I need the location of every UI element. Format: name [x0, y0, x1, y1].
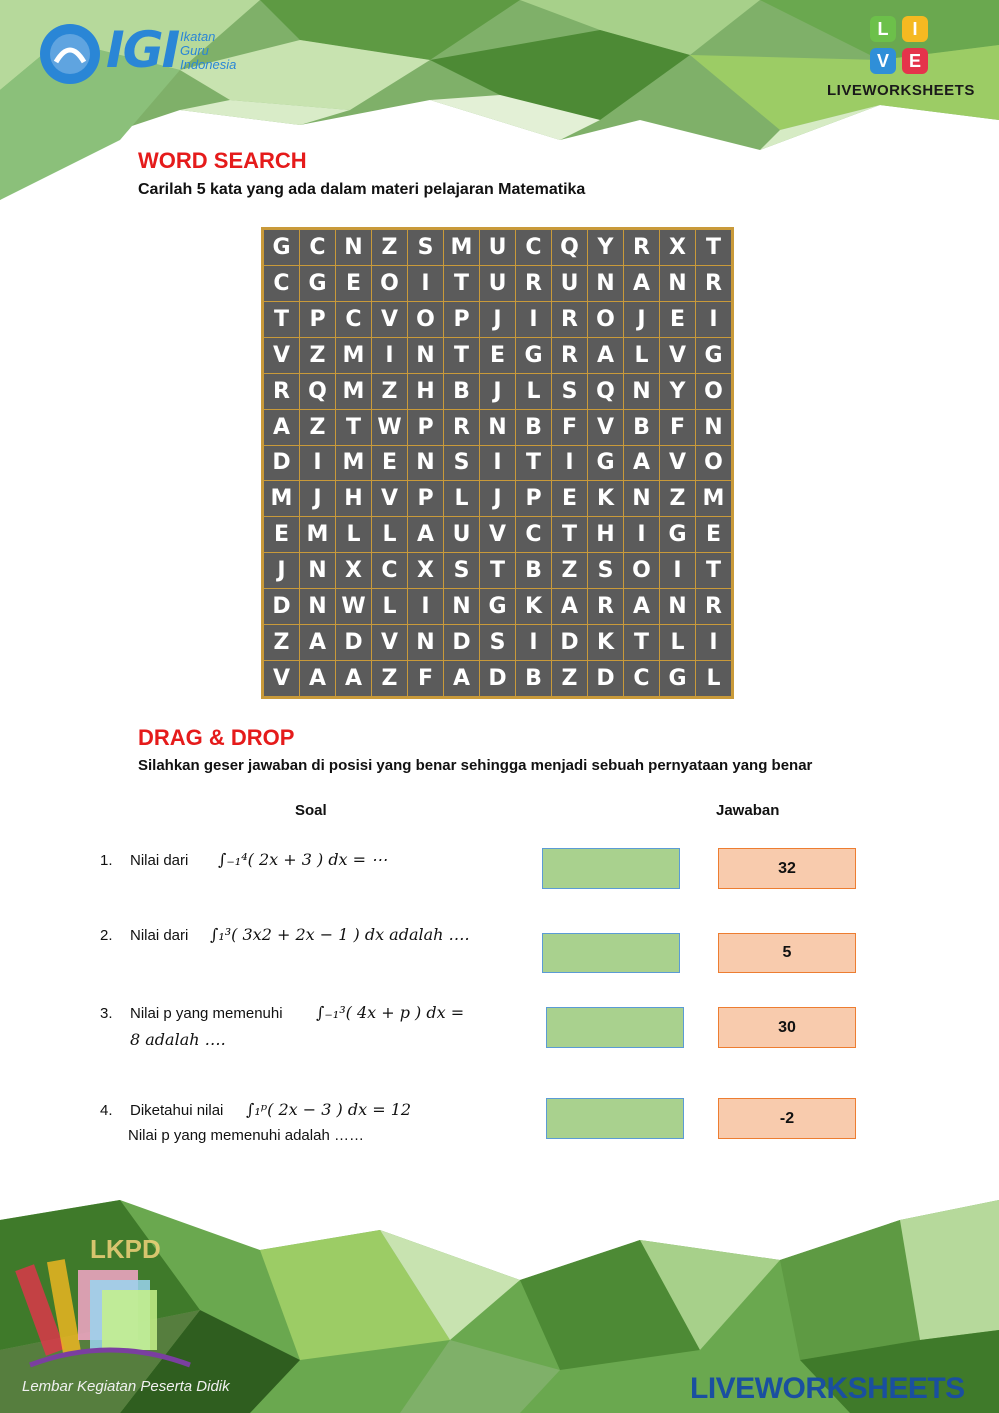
question-formula: ∫₁³( 3x2 + 2x − 1 ) dx adalah …. — [210, 925, 470, 944]
letter-cell[interactable]: X — [408, 553, 443, 588]
letter-cell[interactable]: V — [372, 625, 407, 660]
letter-cell[interactable]: R — [624, 230, 659, 265]
letter-cell[interactable]: I — [516, 625, 551, 660]
letter-cell[interactable]: N — [300, 589, 335, 624]
letter-cell[interactable]: A — [444, 661, 479, 696]
letter-cell[interactable]: A — [408, 517, 443, 552]
letter-cell[interactable]: M — [336, 338, 371, 373]
letter-cell[interactable]: M — [300, 517, 335, 552]
letter-cell[interactable]: D — [480, 661, 515, 696]
letter-cell[interactable]: N — [444, 589, 479, 624]
letter-cell[interactable]: G — [516, 338, 551, 373]
letter-cell[interactable]: S — [552, 374, 587, 409]
letter-cell[interactable]: P — [516, 481, 551, 516]
letter-cell[interactable]: H — [408, 374, 443, 409]
letter-cell[interactable]: R — [588, 589, 623, 624]
letter-cell[interactable]: E — [552, 481, 587, 516]
letter-cell[interactable]: K — [516, 589, 551, 624]
igi-name-line: Guru — [180, 43, 209, 58]
letter-cell[interactable]: M — [444, 230, 479, 265]
letter-cell[interactable]: L — [516, 374, 551, 409]
letter-cell[interactable]: V — [372, 481, 407, 516]
question-text: Diketahui nilai — [130, 1102, 224, 1119]
letter-cell[interactable]: L — [624, 338, 659, 373]
letter-cell[interactable]: O — [408, 302, 443, 337]
letter-cell[interactable]: T — [516, 446, 551, 481]
letter-cell[interactable]: W — [372, 410, 407, 445]
letter-cell[interactable]: U — [444, 517, 479, 552]
letter-cell[interactable]: F — [408, 661, 443, 696]
live-tile-e: E — [902, 48, 928, 74]
question-formula: ∫₋₁⁴( 2x + 3 ) dx = ⋯ — [218, 850, 388, 869]
letter-cell[interactable]: W — [336, 589, 371, 624]
drop-zone-1[interactable] — [542, 848, 680, 889]
letter-cell[interactable]: S — [588, 553, 623, 588]
letter-cell[interactable]: R — [696, 589, 731, 624]
answer-tile-1[interactable]: 32 — [718, 848, 856, 889]
letter-cell[interactable]: L — [372, 589, 407, 624]
question-text: Nilai dari — [130, 852, 189, 869]
letter-cell[interactable]: I — [552, 446, 587, 481]
letter-cell[interactable]: J — [480, 481, 515, 516]
question-number: 3. — [100, 1005, 113, 1022]
letter-cell[interactable]: L — [372, 517, 407, 552]
letter-cell[interactable]: A — [588, 338, 623, 373]
letter-cell[interactable]: N — [624, 481, 659, 516]
letter-cell[interactable]: S — [480, 625, 515, 660]
letter-cell[interactable]: N — [408, 338, 443, 373]
word-search-title: WORD SEARCH — [138, 148, 307, 173]
live-tile-v: V — [870, 48, 896, 74]
letter-cell[interactable]: E — [372, 446, 407, 481]
letter-cell[interactable]: E — [336, 266, 371, 301]
letter-cell[interactable]: A — [264, 410, 299, 445]
letter-cell[interactable]: K — [588, 481, 623, 516]
live-tile-l: L — [870, 16, 896, 42]
letter-cell[interactable]: M — [264, 481, 299, 516]
letter-cell[interactable]: N — [336, 230, 371, 265]
letter-cell[interactable]: U — [480, 230, 515, 265]
letter-cell[interactable]: S — [408, 230, 443, 265]
letter-cell[interactable]: J — [480, 374, 515, 409]
letter-cell[interactable]: X — [660, 230, 695, 265]
word-search-instruction: Carilah 5 kata yang ada dalam materi pelajaran Matematika — [138, 181, 586, 198]
letter-cell[interactable]: G — [480, 589, 515, 624]
letter-cell[interactable]: L — [660, 625, 695, 660]
letter-cell[interactable]: T — [552, 517, 587, 552]
letter-cell[interactable]: V — [660, 338, 695, 373]
question-number: 4. — [100, 1102, 113, 1119]
question-formula: ∫₁ᵖ( 2x − 3 ) dx = 12 — [246, 1100, 412, 1119]
letter-cell[interactable]: D — [264, 589, 299, 624]
letter-cell[interactable]: P — [444, 302, 479, 337]
answer-tile-2[interactable]: 5 — [718, 933, 856, 973]
letter-cell[interactable]: B — [444, 374, 479, 409]
letter-cell[interactable]: M — [696, 481, 731, 516]
letter-cell[interactable]: C — [516, 230, 551, 265]
letter-cell[interactable]: I — [696, 625, 731, 660]
letter-cell[interactable]: G — [588, 446, 623, 481]
letter-cell[interactable]: A — [336, 661, 371, 696]
letter-cell[interactable]: M — [336, 446, 371, 481]
letter-cell[interactable]: J — [264, 553, 299, 588]
word-search-grid[interactable] — [261, 227, 734, 699]
letter-cell[interactable]: C — [516, 517, 551, 552]
letter-cell[interactable]: P — [408, 410, 443, 445]
letter-cell[interactable]: O — [696, 374, 731, 409]
drag-drop-instruction: Silahkan geser jawaban di posisi yang benar sehingga menjadi sebuah pernyataan yang benar — [138, 757, 813, 774]
letter-cell[interactable]: V — [588, 410, 623, 445]
letter-cell[interactable]: L — [444, 481, 479, 516]
letter-cell[interactable]: Z — [300, 410, 335, 445]
letter-cell[interactable]: U — [552, 266, 587, 301]
letter-cell[interactable]: D — [588, 661, 623, 696]
question-text: Nilai dari — [130, 927, 189, 944]
letter-cell[interactable]: V — [264, 338, 299, 373]
letter-cell[interactable]: J — [480, 302, 515, 337]
letter-cell[interactable]: A — [552, 589, 587, 624]
letter-cell[interactable]: R — [696, 266, 731, 301]
letter-cell[interactable]: Z — [372, 230, 407, 265]
letter-cell[interactable]: B — [516, 661, 551, 696]
question-formula: ∫₋₁³( 4x + p ) dx = — [316, 1003, 465, 1022]
letter-cell[interactable]: C — [372, 553, 407, 588]
letter-cell[interactable]: N — [660, 589, 695, 624]
letter-cell[interactable]: Z — [300, 338, 335, 373]
letter-cell[interactable]: K — [588, 625, 623, 660]
letter-cell[interactable]: G — [300, 266, 335, 301]
letter-cell[interactable]: A — [624, 266, 659, 301]
drop-zone-2[interactable] — [542, 933, 680, 973]
letter-cell[interactable]: Q — [552, 230, 587, 265]
lkpd-caption: Lembar Kegiatan Peserta Didik — [22, 1378, 230, 1395]
letter-cell[interactable]: T — [480, 553, 515, 588]
letter-cell[interactable]: I — [696, 302, 731, 337]
letter-cell[interactable]: J — [300, 481, 335, 516]
letter-cell[interactable]: U — [480, 266, 515, 301]
letter-cell[interactable]: D — [264, 446, 299, 481]
letter-cell[interactable]: D — [336, 625, 371, 660]
question-text-line2: Nilai p yang memenuhi adalah …… — [128, 1127, 364, 1144]
letter-cell[interactable]: O — [588, 302, 623, 337]
letter-cell[interactable]: J — [624, 302, 659, 337]
letter-cell[interactable]: N — [300, 553, 335, 588]
igi-name-line: Indonesia — [180, 57, 237, 72]
letter-cell[interactable]: I — [408, 589, 443, 624]
letter-cell[interactable]: A — [624, 446, 659, 481]
live-tile-i: I — [902, 16, 928, 42]
letter-cell[interactable]: G — [264, 230, 299, 265]
letter-cell[interactable]: Z — [264, 625, 299, 660]
igi-logo-text: IGI — [106, 21, 179, 79]
letter-cell[interactable]: X — [336, 553, 371, 588]
question-text: Nilai p yang memenuhi — [130, 1005, 283, 1022]
letter-cell[interactable]: T — [624, 625, 659, 660]
letter-cell[interactable]: D — [444, 625, 479, 660]
letter-cell[interactable]: I — [480, 446, 515, 481]
letter-cell[interactable]: Z — [372, 374, 407, 409]
letter-cell[interactable]: T — [444, 338, 479, 373]
letter-cell[interactable]: V — [264, 661, 299, 696]
letter-cell[interactable]: O — [624, 553, 659, 588]
letter-cell[interactable]: R — [516, 266, 551, 301]
liveworksheets-logo — [870, 16, 932, 78]
question-formula-line2: 8 adalah …. — [130, 1030, 226, 1049]
letter-cell[interactable]: R — [264, 374, 299, 409]
letter-cell[interactable]: Z — [372, 661, 407, 696]
letter-cell[interactable]: T — [264, 302, 299, 337]
answer-tile-3[interactable]: 30 — [718, 1007, 856, 1048]
letter-cell[interactable]: C — [300, 230, 335, 265]
letter-cell[interactable]: H — [336, 481, 371, 516]
letter-cell[interactable]: L — [336, 517, 371, 552]
letter-cell[interactable]: N — [696, 410, 731, 445]
letter-cell[interactable]: B — [624, 410, 659, 445]
letter-cell[interactable]: V — [372, 302, 407, 337]
letter-cell[interactable]: C — [264, 266, 299, 301]
letter-cell[interactable]: I — [300, 446, 335, 481]
liveworksheets-bottom-wordmark: LIVEWORKSHEETS — [690, 1372, 965, 1405]
letter-cell[interactable]: Q — [588, 374, 623, 409]
letter-cell[interactable]: E — [480, 338, 515, 373]
letter-cell[interactable]: V — [660, 446, 695, 481]
letter-cell[interactable]: V — [480, 517, 515, 552]
letter-cell[interactable]: I — [516, 302, 551, 337]
letter-cell[interactable]: I — [372, 338, 407, 373]
letter-cell[interactable]: T — [336, 410, 371, 445]
letter-cell[interactable]: D — [552, 625, 587, 660]
column-header-soal: Soal — [295, 802, 327, 819]
letter-cell[interactable]: H — [588, 517, 623, 552]
letter-cell[interactable]: A — [300, 625, 335, 660]
letter-cell[interactable]: N — [480, 410, 515, 445]
letter-cell[interactable]: Y — [588, 230, 623, 265]
letter-cell[interactable]: P — [300, 302, 335, 337]
letter-cell[interactable]: F — [552, 410, 587, 445]
letter-cell[interactable]: E — [660, 302, 695, 337]
letter-cell[interactable]: C — [336, 302, 371, 337]
letter-cell[interactable]: O — [372, 266, 407, 301]
letter-cell[interactable]: T — [444, 266, 479, 301]
letter-cell[interactable]: N — [408, 446, 443, 481]
letter-cell[interactable]: Q — [300, 374, 335, 409]
answer-tile-4[interactable]: -2 — [718, 1098, 856, 1139]
letter-cell[interactable]: Z — [552, 553, 587, 588]
drop-zone-3[interactable] — [546, 1007, 684, 1048]
letter-cell[interactable]: Z — [660, 481, 695, 516]
letter-cell[interactable]: S — [444, 553, 479, 588]
letter-cell[interactable]: T — [696, 230, 731, 265]
letter-cell[interactable]: C — [624, 661, 659, 696]
drop-zone-4[interactable] — [546, 1098, 684, 1139]
letter-cell[interactable]: O — [696, 446, 731, 481]
drag-drop-title: DRAG & DROP — [138, 725, 295, 750]
letter-cell[interactable]: M — [336, 374, 371, 409]
letter-cell[interactable]: I — [624, 517, 659, 552]
letter-cell[interactable]: B — [516, 553, 551, 588]
letter-cell[interactable]: T — [696, 553, 731, 588]
letter-cell[interactable]: P — [408, 481, 443, 516]
letter-cell[interactable]: N — [660, 266, 695, 301]
letter-cell[interactable]: E — [264, 517, 299, 552]
lkpd-label: LKPD — [90, 1234, 161, 1264]
letter-cell[interactable]: A — [624, 589, 659, 624]
letter-cell[interactable]: E — [696, 517, 731, 552]
letter-cell[interactable]: N — [408, 625, 443, 660]
letter-cell[interactable]: Z — [552, 661, 587, 696]
letter-cell[interactable]: F — [660, 410, 695, 445]
letter-cell[interactable]: R — [444, 410, 479, 445]
letter-cell[interactable]: N — [588, 266, 623, 301]
letter-cell[interactable]: N — [624, 374, 659, 409]
letter-cell[interactable]: G — [696, 338, 731, 373]
letter-cell[interactable]: G — [660, 517, 695, 552]
letter-cell[interactable]: B — [516, 410, 551, 445]
igi-name-line: Ikatan — [180, 29, 216, 44]
column-header-jawaban: Jawaban — [716, 802, 780, 819]
letter-cell[interactable]: Y — [660, 374, 695, 409]
igi-name — [180, 30, 270, 72]
letter-cell[interactable]: L — [696, 661, 731, 696]
letter-cell[interactable]: I — [408, 266, 443, 301]
letter-cell[interactable]: I — [660, 553, 695, 588]
question-number: 1. — [100, 852, 113, 869]
letter-cell[interactable]: R — [552, 338, 587, 373]
question-number: 2. — [100, 927, 113, 944]
letter-cell[interactable]: S — [444, 446, 479, 481]
letter-cell[interactable]: G — [660, 661, 695, 696]
letter-cell[interactable]: A — [300, 661, 335, 696]
liveworksheets-wordmark: LIVEWORKSHEETS — [827, 82, 975, 99]
letter-cell[interactable]: R — [552, 302, 587, 337]
